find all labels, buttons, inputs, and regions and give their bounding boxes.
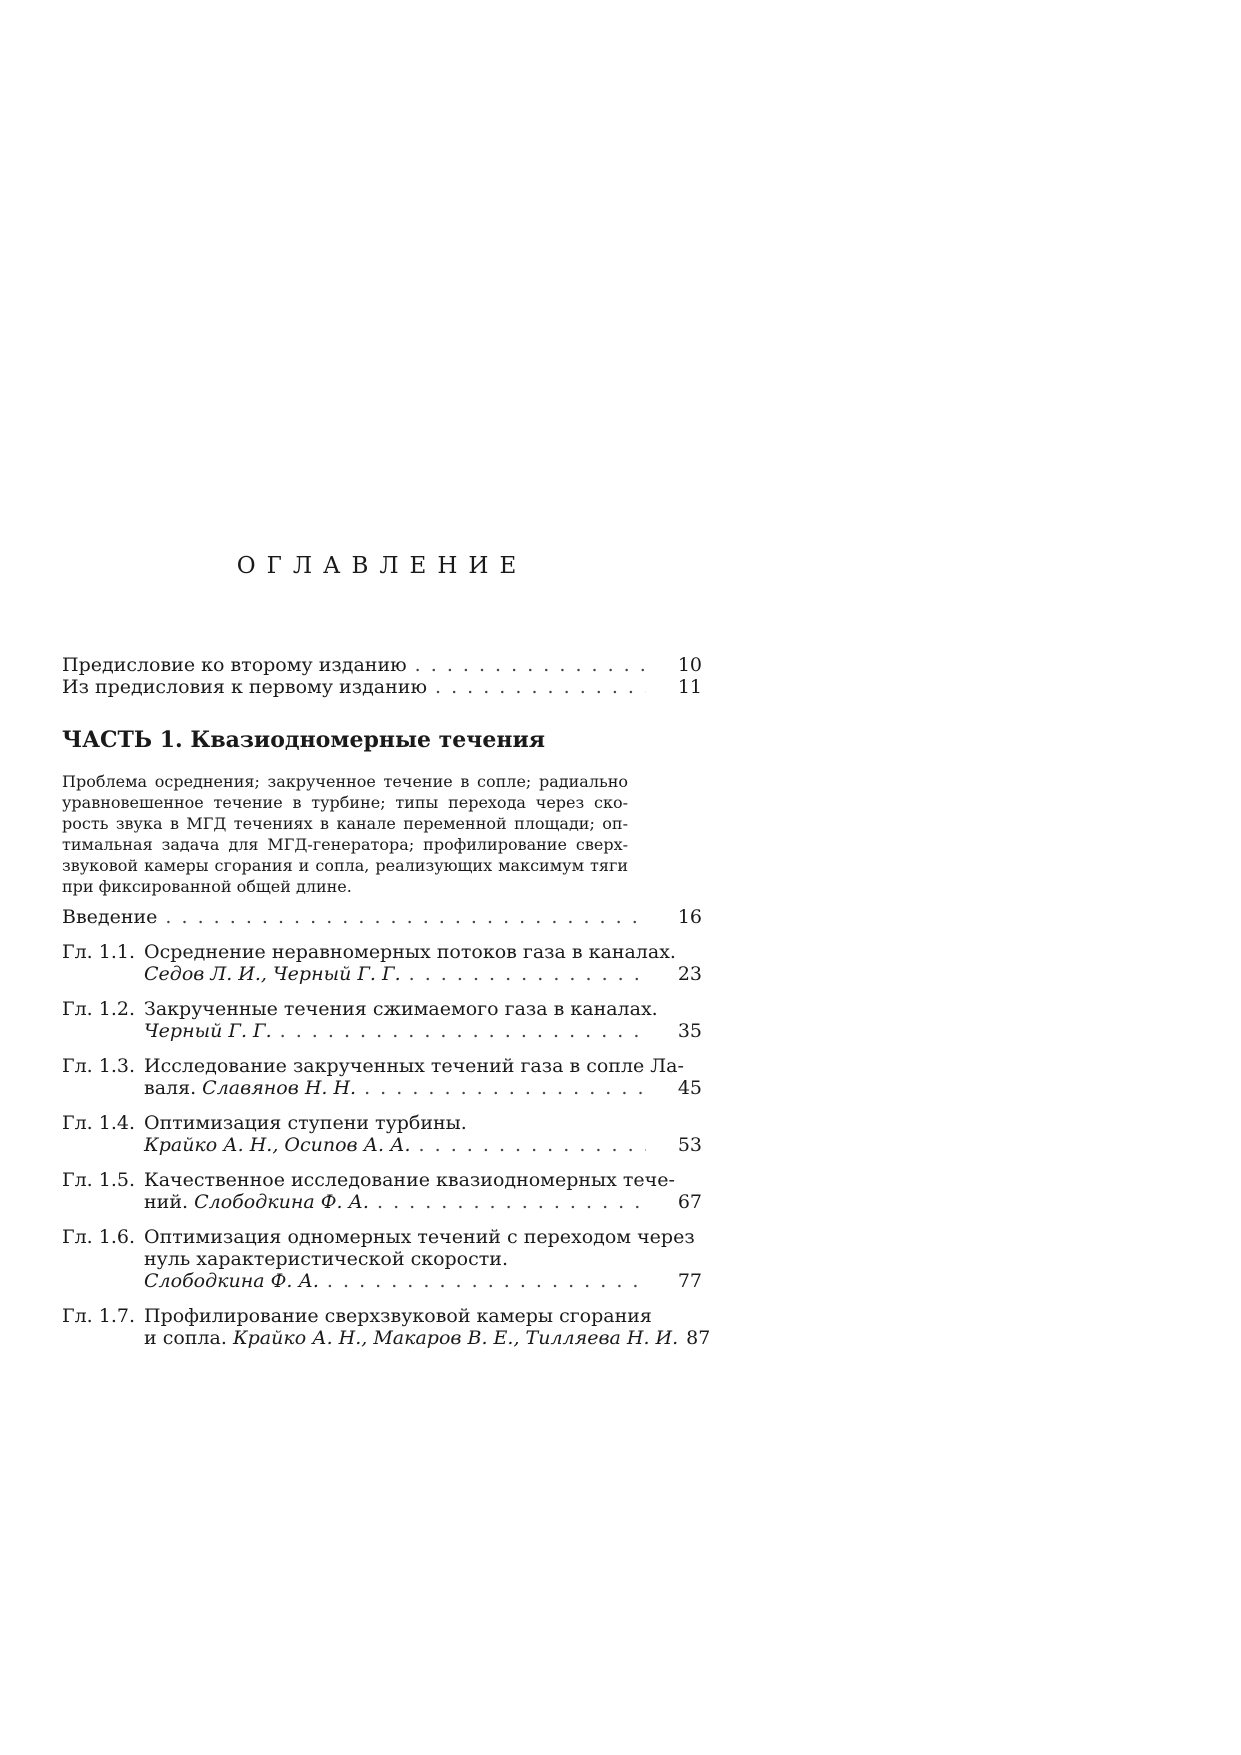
toc-entry-chapter-1-4[interactable] (62, 1112, 702, 1156)
chapter-title: Оптимизация одномерных течений с переходом через (144, 1226, 695, 1248)
chapter-title: Исследование закрученных течений газа в сопле Ла- (144, 1055, 684, 1077)
toc-entry-label: Из предисловия к первому изданию (62, 676, 427, 698)
abstract-line: уравновешенное течение в турбине; типы перехода через ско- (62, 793, 628, 812)
chapter-title-continued: валя. (144, 1077, 197, 1099)
toc-page-number: 10 (677, 654, 702, 676)
chapter-number: Гл. 1.4. (62, 1112, 135, 1134)
chapter-number: Гл. 1.2. (62, 998, 135, 1020)
chapter-authors: Крайко А. Н., Макаров В. Е., Тилляева Н. И. (232, 1327, 679, 1349)
chapter-title-continued: и сопла. (144, 1327, 227, 1349)
chapter-number: Гл. 1.7. (62, 1305, 135, 1327)
chapter-number: Гл. 1.6. (62, 1226, 135, 1248)
toc-page-number: 87 (686, 1327, 711, 1349)
toc-page-number: 67 (677, 1191, 702, 1213)
toc-entry-chapter-1-3[interactable] (62, 1055, 702, 1099)
toc-entry-chapter-1-6[interactable] (62, 1226, 702, 1292)
leader-dots (415, 654, 646, 676)
abstract-line: звуковой камеры сгорания и сопла, реализующих максимум тяги (62, 856, 628, 875)
leader-dots (419, 1134, 646, 1156)
chapter-number: Гл. 1.5. (62, 1169, 135, 1191)
toc-page-number: 45 (677, 1077, 702, 1099)
chapter-authors: Крайко А. Н., Осипов А. А. (144, 1134, 411, 1156)
leader-dots (364, 1077, 646, 1099)
toc-page-number: 35 (677, 1020, 702, 1042)
chapter-authors: Седов Л. И., Черный Г. Г. (144, 963, 401, 985)
toc-page-number: 23 (677, 963, 702, 985)
abstract-line: тимальная задача для МГД-генератора; профилирование сверх- (62, 835, 628, 854)
abstract-line: Проблема осреднения; закрученное течение в сопле; радиально (62, 772, 628, 791)
chapter-title: Осреднение неравномерных потоков газа в каналах. (144, 941, 676, 963)
toc-entry-chapter-1-5[interactable] (62, 1169, 702, 1213)
chapter-authors: Слободкина Ф. А. (194, 1191, 369, 1213)
toc-entry-label: Предисловие ко второму изданию (62, 654, 407, 676)
toc-entry-introduction[interactable] (62, 906, 702, 928)
leader-dots (409, 963, 646, 985)
abstract-line: при фиксированной общей длине. (62, 877, 352, 896)
chapter-number: Гл. 1.3. (62, 1055, 135, 1077)
toc-entry-chapter-1-2[interactable] (62, 998, 702, 1042)
leader-dots (165, 906, 646, 928)
chapter-authors: Славянов Н. Н. (202, 1077, 357, 1099)
toc-page-number: 11 (677, 676, 702, 698)
chapter-number: Гл. 1.1. (62, 941, 135, 963)
abstract-line: рость звука в МГД течениях в канале переменной площади; оп- (62, 814, 628, 833)
chapter-title: Оптимизация ступени турбины. (144, 1112, 467, 1134)
chapter-authors: Черный Г. Г. (144, 1020, 272, 1042)
part-title: ЧАСТЬ 1. Квазиодномерные течения (62, 727, 546, 753)
chapter-title-continued: ний. (144, 1191, 189, 1213)
chapter-title-continued: нуль характеристической скорости. (144, 1248, 508, 1270)
chapter-authors: Слободкина Ф. А. (144, 1270, 319, 1292)
toc-entry-chapter-1-1[interactable] (62, 941, 702, 985)
leader-dots (327, 1270, 646, 1292)
part-abstract (62, 771, 628, 897)
leader-dots (435, 676, 646, 698)
toc-page-number: 53 (677, 1134, 702, 1156)
toc-page-number: 16 (677, 906, 702, 928)
toc-entry-label: Введение (62, 906, 158, 928)
leader-dots (280, 1020, 646, 1042)
toc-entry-preface-second[interactable] (62, 654, 702, 676)
toc-page-number: 77 (677, 1270, 702, 1292)
chapter-title: Качественное исследование квазиодномерных тече- (144, 1169, 675, 1191)
chapter-title: Профилирование сверхзвуковой камеры сгорания (144, 1305, 652, 1327)
page-title: ОГЛАВЛЕНИЕ (236, 553, 528, 579)
toc-entry-preface-first[interactable] (62, 676, 702, 698)
chapter-title: Закрученные течения сжимаемого газа в каналах. (144, 998, 658, 1020)
leader-dots (377, 1191, 646, 1213)
toc-entry-chapter-1-7[interactable] (62, 1305, 711, 1349)
